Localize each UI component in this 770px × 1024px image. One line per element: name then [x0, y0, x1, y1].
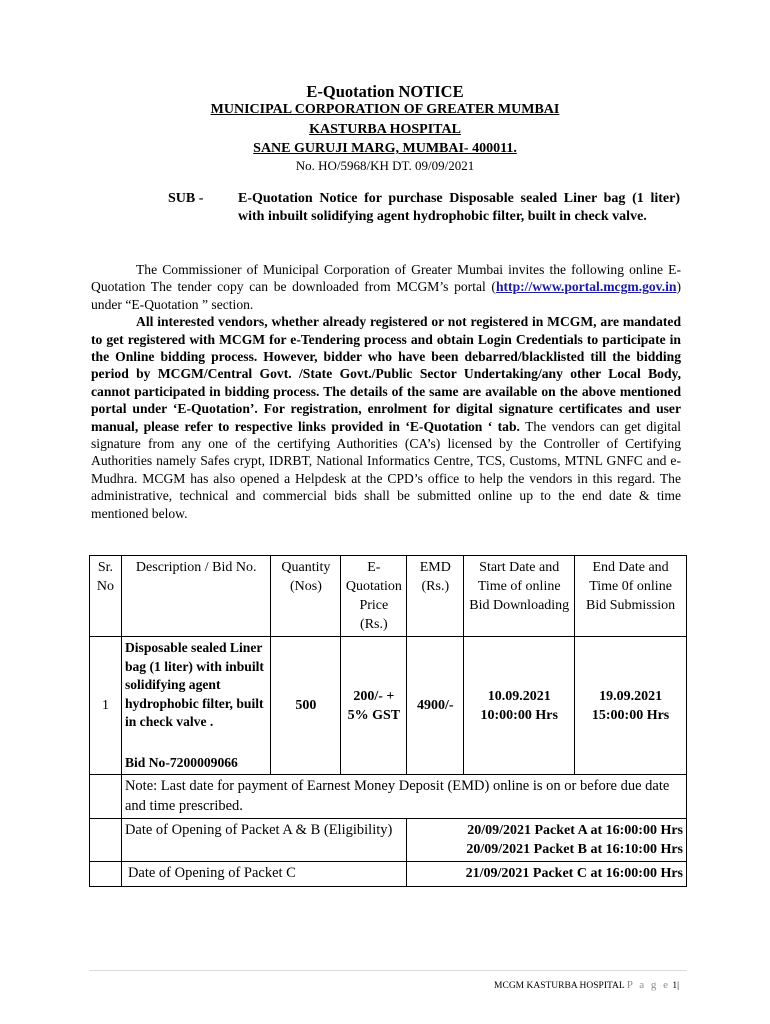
intro-paragraph — [91, 261, 681, 313]
opening-ab-dates — [407, 819, 687, 862]
bid-table — [89, 555, 687, 887]
hospital-address: SANE GURUJI MARG, MUMBAI- 400011. — [253, 141, 517, 156]
vendors-text: The vendors can get digital signature from any one of the certifying Authorities (CA’s) licensed by the Controller of Certifying Authorities namely Safes crypt, IDRBT, National Informatics Centre, TCS, Customs, MTNL GNFC and e-Mudhra. MCGM has also opened a Helpdesk at the CPD’s office to help the vendors in this regard. The administrative, technical and commercial bids shall be submitted online up to the end date & time mentioned below. — [91, 418, 682, 521]
organization-name: MUNICIPAL CORPORATION OF GREATER MUMBAI — [210, 102, 560, 117]
intro-text-end: ) under “E-Quotation ” section. — [91, 279, 681, 312]
vendors-paragraph — [91, 313, 681, 522]
item-description-cell — [121, 637, 271, 775]
footer-page-number: 1 — [672, 981, 678, 991]
vendors-bold-text: All interested vendors, whether already registered or not registered in MCGM, are mandated to get registered with MCGM for e-Tendering process and obtain Login Credentials to participate in the Online bidding process. However, bidder who have been debarred/blacklisted till the bidding period by MCGM/Central Govt. /State Govt./Public Sector Undertaking/any other Local Body, cannot participated in bidding process. The details of the same are available on the above mentioned portal under ‘E-Quotation’. For registration, enrolment for digital signature certificates and user manual, please refer to respective links provided in ‘E-Quotation ‘ tab. — [91, 314, 681, 434]
subject-text: E-Quotation Notice for purchase Disposable sealed Liner bag (1 liter) with inbuilt solidifying agent hydrophobic filter, built in check valve. — [238, 191, 680, 224]
table-row — [90, 637, 687, 775]
opening-ab-row — [90, 819, 687, 862]
hospital-name: KASTURBA HOSPITAL — [309, 122, 461, 137]
item-start-time: 10:00:00 Hrs — [480, 707, 558, 723]
note-row — [90, 775, 687, 819]
opening-packet-c: 21/09/2021 Packet C at 16:00:00 Hrs — [407, 862, 687, 887]
notice-title: E-Quotation NOTICE — [306, 82, 464, 101]
footer-page-suffix: | — [677, 981, 679, 991]
table-header-row — [90, 556, 687, 637]
item-start-date: 10.09.2021 — [487, 688, 551, 704]
item-quantity: 500 — [271, 637, 341, 775]
item-price: 200/- + 5% GST — [341, 637, 407, 775]
portal-link[interactable]: http://www.portal.mcgm.gov.in — [495, 279, 677, 295]
header-sr-no: Sr. No — [90, 556, 122, 637]
item-end-cell — [575, 637, 687, 775]
opening-packet-a: 20/09/2021 Packet A at 16:00:00 Hrs — [467, 823, 683, 838]
notice-body — [91, 261, 681, 522]
item-emd: 4900/- — [407, 637, 464, 775]
emd-note: Note: Last date for payment of Earnest Money Deposit (EMD) online is on or before due date and time prescribed. — [121, 775, 686, 819]
item-end-time: 15:00:00 Hrs — [591, 707, 670, 723]
footer-label: MCGM KASTURBA HOSPITAL — [494, 981, 625, 991]
footer-page-word: P a g e — [626, 979, 670, 991]
item-bid-number: Bid No-7200009066 — [124, 754, 238, 770]
subject-label: SUB - — [168, 191, 204, 206]
item-start-cell — [464, 637, 575, 775]
header-price: E-Quotation Price (Rs.) — [341, 556, 407, 637]
item-end-date: 19.09.2021 — [599, 688, 663, 704]
opening-packet-b: 20/09/2021 Packet B at 16:10:00 Hrs — [466, 842, 683, 857]
page-footer — [89, 970, 687, 991]
intro-text: The Commissioner of Municipal Corporation of Greater Mumbai invites the following online E-Quotation The tender copy can be downloaded from MCGM’s portal ( — [91, 262, 681, 295]
header-description: Description / Bid No. — [121, 556, 271, 637]
subject-block — [168, 190, 680, 226]
item-sr-no: 1 — [90, 637, 122, 775]
opening-c-label: Date of Opening of Packet C — [121, 862, 406, 887]
footer-text — [494, 979, 679, 991]
header-quantity: Quantity (Nos) — [271, 556, 341, 637]
header-emd: EMD (Rs.) — [407, 556, 464, 637]
header-start-date: Start Date and Time of online Bid Downloading — [464, 556, 575, 637]
opening-c-row — [90, 862, 687, 887]
reference-number: No. HO/5968/KH DT. 09/09/2021 — [295, 158, 475, 173]
opening-ab-label: Date of Opening of Packet A & B (Eligibility) — [121, 819, 406, 862]
item-description: Disposable sealed Liner bag (1 liter) with inbuilt solidifying agent hydrophobic filter, built in check valve . — [124, 640, 264, 729]
header-end-date: End Date and Time 0f online Bid Submission — [575, 556, 687, 637]
